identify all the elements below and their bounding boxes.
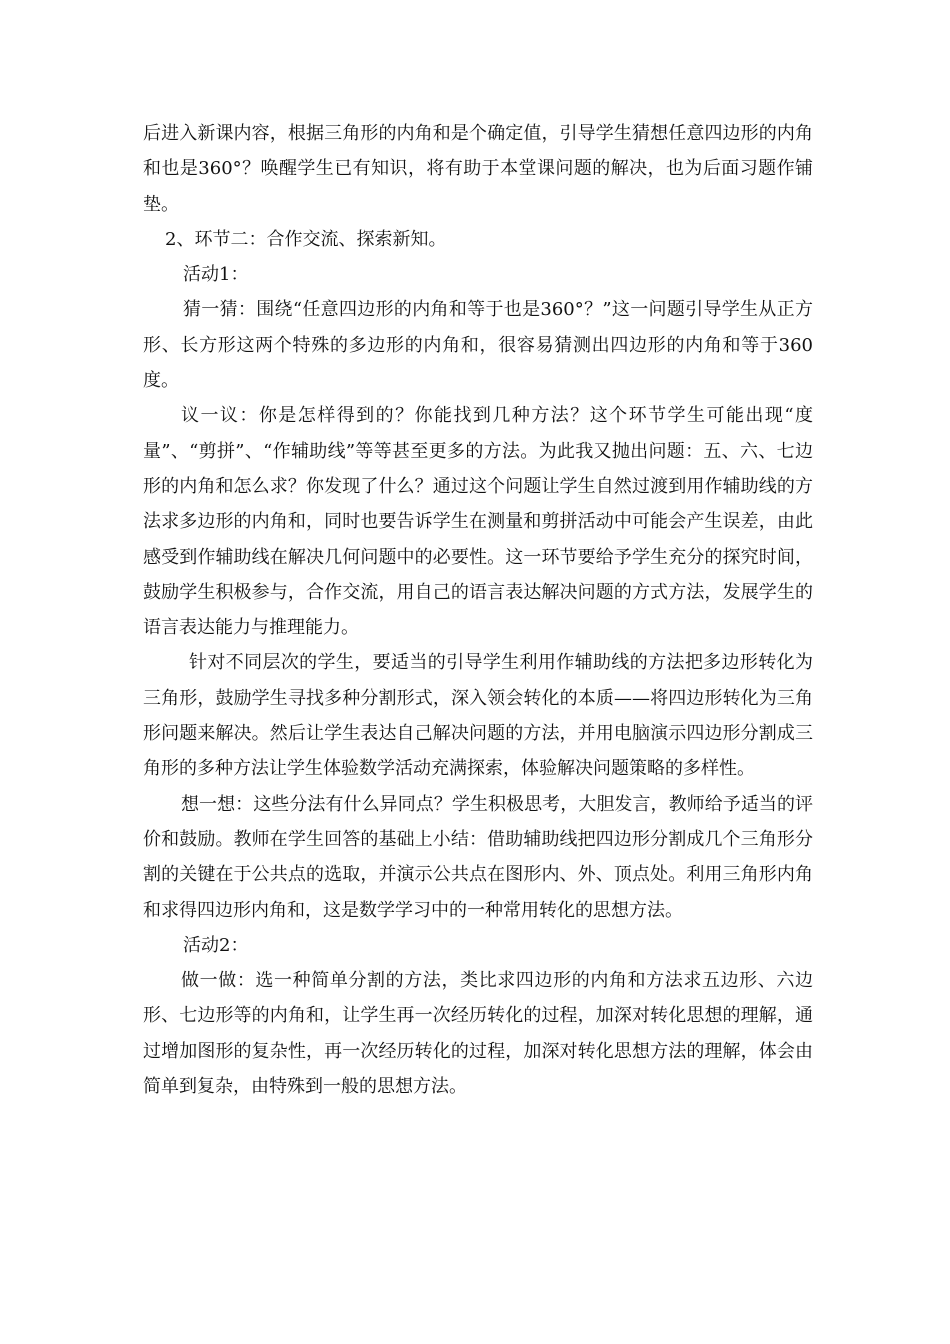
paragraph-discuss: 议一议：你是怎样得到的？你能找到几种方法？这个环节学生可能出现“度量”、“剪拼”、“作辅助线”等等甚至更多的方法。为此我又抛出问题：五、六、七边形的内角和怎么求？你发现了什么？通过这个问题让学生自然过渡到用作辅助线的方法求多边形的内角和，同时也要告诉学生在测量和剪拼活动中可能会产生误差，由此感受到作辅助线在解决几何问题中的必要性。这一环节要给予学生充分的探究时间，鼓励学生积极参与，合作交流，用自己的语言表达解决问题的方式方法，发展学生的语言表达能力与推理能力。	[143, 405, 813, 639]
paragraph-guess: 猜一猜：围绕“任意四边形的内角和等于也是360°？”这一问题引导学生从正方形、长方形这两个特殊的多边形的内角和，很容易猜测出四边形的内角和等于360度。	[143, 299, 813, 392]
activity-two-heading: 活动2：	[183, 934, 249, 956]
paragraph-think: 想一想：这些分法有什么异同点？学生积极思考，大胆发言，教师给予适当的评价和鼓励。教师在学生回答的基础上小结：借助辅助线把四边形分割成几个三角形分割的关键在于公共点的选取，并演示公共点在图形内、外、顶点处。利用三角形内角和求得四边形内角和，这是数学学习中的一种常用转化的思想方法。	[143, 793, 813, 921]
paragraph-do: 做一做：选一种简单分割的方法，类比求四边形的内角和方法求五边形、六边形、七边形等的内角和，让学生再一次经历转化的过程，加深对转化思想的理解，通过增加图形的复杂性，再一次经历转化的过程，加深对转化思想方法的理解，体会由简单到复杂，由特殊到一般的思想方法。	[143, 970, 813, 1098]
paragraph-intro-continuation: 后进入新课内容，根据三角形的内角和是个确定值，引导学生猜想任意四边形的内角和也是360°？唤醒学生已有知识，将有助于本堂课问题的解决，也为后面习题作铺垫。	[143, 123, 813, 215]
activity-one-heading: 活动1：	[183, 264, 249, 286]
section-heading-step-two: 2、环节二：合作交流、探索新知。	[165, 228, 447, 250]
document-body	[143, 116, 813, 1104]
paragraph-different-levels: 针对不同层次的学生，要适当的引导学生利用作辅助线的方法把多边形转化为三角形，鼓励学生寻找多种分割形式，深入领会转化的本质——将四边形转化为三角形问题来解决。然后让学生表达自己解决问题的方法，并用电脑演示四边形分割成三角形的多种方法让学生体验数学活动充满探索，体验解决问题策略的多样性。	[143, 652, 813, 780]
